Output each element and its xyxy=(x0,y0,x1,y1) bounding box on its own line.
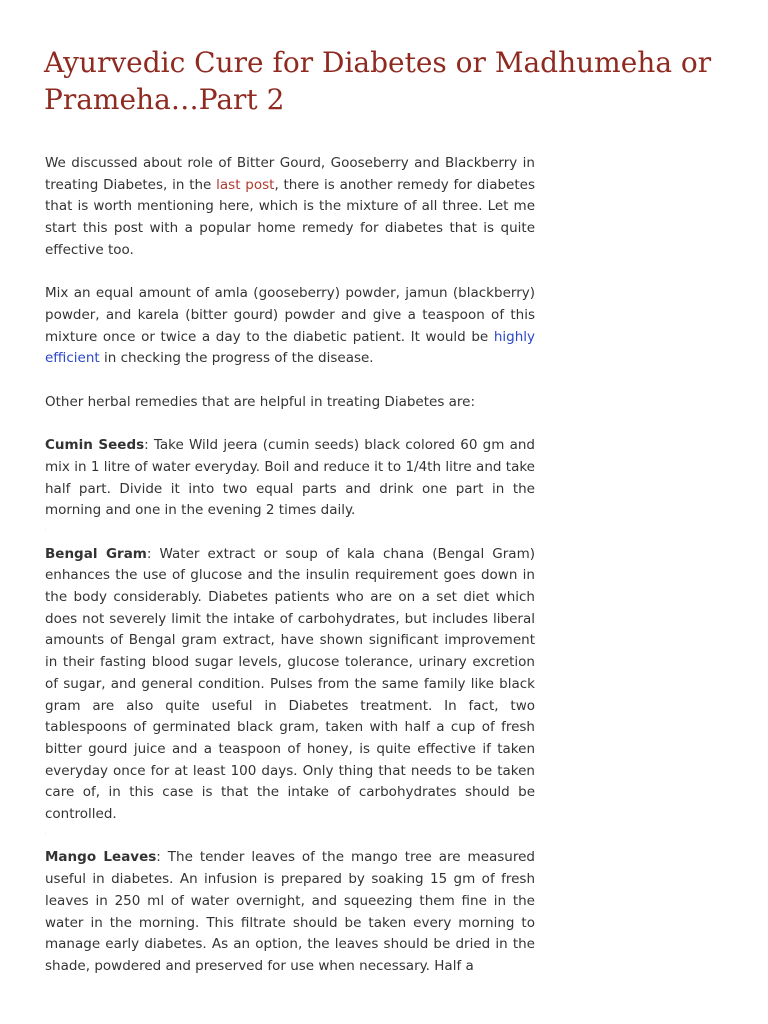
last-post-link[interactable]: last post xyxy=(216,176,275,193)
remedy-bengal-gram xyxy=(45,544,535,826)
article-title: Ayurvedic Cure for Diabetes or Madhumeha or Prameha…Part 2 xyxy=(44,46,712,116)
remedy-mango-leaves xyxy=(45,847,535,977)
remedy-description: : The tender leaves of the mango tree are measured useful in diabetes. An infusion is prepared by soaking 15 gm of fresh leaves in 250 ml of water overnight, and squeezing them fine in the water in the morning. This filtrate should be taken every morning to manage early diabetes. As an option, the leaves should be dried in the shade, powdered and preserved for use when necessary. Half a xyxy=(45,849,535,974)
remedy-term: Bengal Gram xyxy=(45,545,147,562)
remedies-intro-paragraph: Other herbal remedies that are helpful in treating Diabetes are: xyxy=(45,393,476,410)
intro-text-after-link: , there is another remedy for diabetes that is worth mentioning here, which is the mixture of all three. Let me start this post with a popular home remedy for diabetes that is quite effective too. xyxy=(45,176,535,258)
mixture-paragraph xyxy=(45,283,535,370)
intro-paragraph xyxy=(45,153,535,262)
mixture-text-before-link: Mix an equal amount of amla (gooseberry) powder, jamun (blackberry) powder, and karela (bitter gourd) powder and give a teaspoon of this mixture once or twice a day to the diabetic patient. It would be xyxy=(45,285,535,345)
remedy-description: : Take Wild jeera (cumin seeds) black colored 60 gm and mix in 1 litre of water everyday. Boil and reduce it to 1/4th litre and take half part. Divide it into two equal parts and drink one part in the morning and one in the evening 2 times daily. xyxy=(45,437,535,519)
remedy-term: Cumin Seeds xyxy=(45,437,145,454)
mixture-text-after-link: in checking the progress of the disease. xyxy=(99,350,374,367)
remedy-term: Mango Leaves xyxy=(45,849,157,866)
intro-text-before-link: We discussed about role of Bitter Gourd, Gooseberry and Blackberry in treating Diabetes, in the xyxy=(45,155,535,193)
separator-dot: . xyxy=(45,525,47,532)
remedy-description: : Water extract or soup of kala chana (Bengal Gram) enhances the use of glucose and the insulin requirement goes down in the body considerably. Diabetes patients who are on a set diet which does not severely limit the intake of carbohydrates, but includes liberal amounts of Bengal gram extract, have shown significant improvement in their fasting blood sugar levels, glucose tolerance, urinary excretion of sugar, and general condition. Pulses from the same family like black gram are also quite useful in Diabetes treatment. In fact, two tablespoons of germinated black gram, taken with half a cup of fresh bitter gourd juice and a teaspoon of honey, is quite effective if taken everyday once for at least 100 days. Only thing that needs to be taken care of, in this case is that the intake of carbohydrates should be controlled. xyxy=(45,545,535,823)
article-body xyxy=(45,153,535,978)
separator-dot: . xyxy=(45,829,47,836)
highly-efficient-link[interactable]: highly efficient xyxy=(45,328,535,367)
remedy-cumin-seeds xyxy=(45,435,535,522)
